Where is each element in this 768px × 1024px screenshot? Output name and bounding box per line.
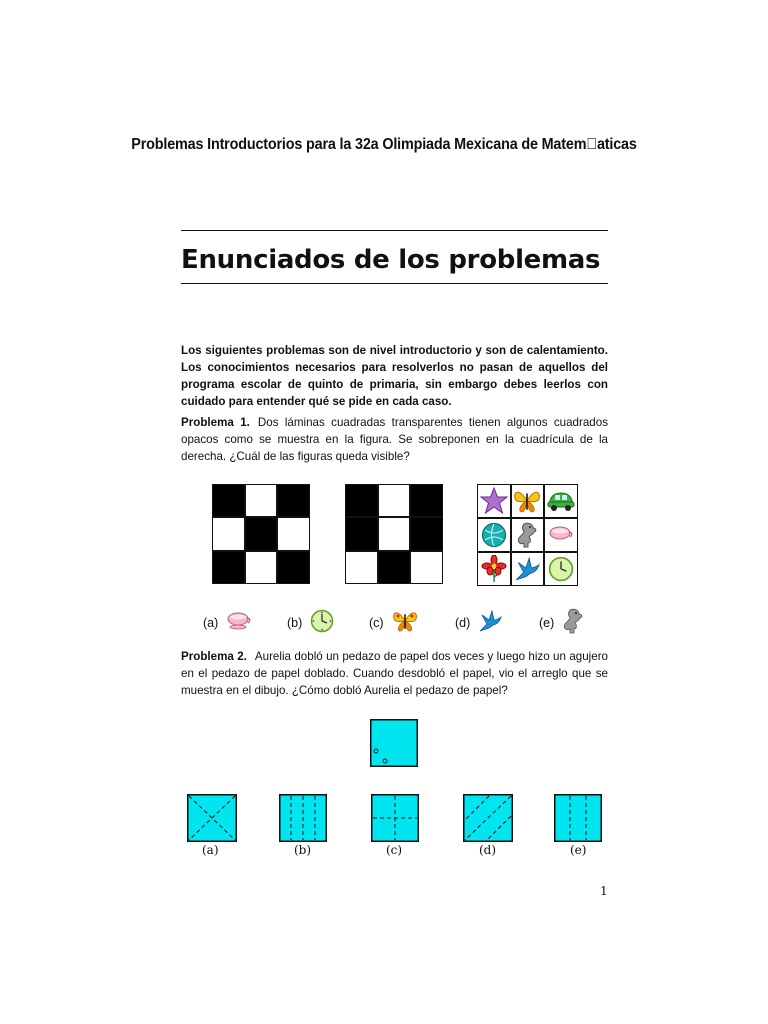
problem-2-text: Aurelia dobló un pedazo de papel dos veces y luego hizo un agujero en el pedazo de papel doblado. Cuando desdobló el papel, vio el arreglo que se muestra en el dibujo. ¿Cómo dobló Aurelia el pedazo de papel? (181, 650, 608, 697)
choice-b[interactable] (287, 605, 334, 641)
dog-icon (515, 521, 539, 549)
fold-option-a[interactable] (187, 794, 237, 847)
transparent-cell (245, 484, 278, 517)
section-title: Enunciados de los problemas (181, 245, 601, 275)
dog-icon (562, 607, 584, 640)
choice-a-label: (a) (203, 616, 219, 630)
choice-c-label: (c) (369, 616, 384, 630)
ball-icon (481, 522, 507, 548)
transparent-cell (277, 517, 310, 550)
bird-icon (478, 609, 502, 638)
picture-cell (544, 484, 578, 518)
opaque-cell (410, 517, 443, 550)
section-rule-top (181, 230, 608, 231)
fold-label-e: (e) (570, 843, 587, 857)
opaque-cell (212, 551, 245, 584)
fold-option-b[interactable] (279, 794, 327, 847)
opaque-cell (345, 517, 378, 550)
opaque-cell (245, 517, 278, 550)
choice-c[interactable] (369, 605, 418, 641)
cup-icon (226, 610, 252, 637)
opaque-cell (410, 484, 443, 517)
picture-cell (477, 484, 511, 518)
opaque-cell (212, 484, 245, 517)
problem-1 (181, 414, 608, 465)
flower-icon (481, 555, 507, 583)
picture-cell (544, 552, 578, 586)
fold-option-e[interactable] (554, 794, 602, 847)
opaque-cell (277, 484, 310, 517)
picture-grid (477, 484, 578, 586)
intro-paragraph: Los siguientes problemas son de nivel introductorio y son de calentamiento. Los conocimientos necesarios para resolverlos no pasan de aquellos del programa escolar de quinto de primaria, sin embargo debes leerlos con cuidado para entender qué se pide en cada caso. (181, 344, 608, 408)
problem-2 (181, 648, 608, 699)
bird-icon (514, 556, 540, 582)
problem-1-label: Problema 1. (181, 416, 250, 429)
picture-cell (477, 552, 511, 586)
fold-label-d: (d) (479, 843, 497, 857)
transparent-cell (345, 551, 378, 584)
section-rule-bottom (181, 283, 608, 284)
fold-label-c: (c) (386, 843, 403, 857)
choice-d[interactable] (455, 605, 502, 641)
star-icon (480, 487, 508, 515)
choice-d-label: (d) (455, 616, 471, 630)
unfolded-paper (370, 719, 418, 772)
problem-2-label: Problema 2. (181, 650, 247, 663)
fold-label-b: (b) (294, 843, 312, 857)
choice-a[interactable] (203, 605, 252, 641)
opaque-cell (378, 551, 411, 584)
picture-cell (544, 518, 578, 552)
opaque-cell (345, 484, 378, 517)
butterfly-icon (513, 488, 541, 514)
fold-option-d[interactable] (463, 794, 513, 847)
clock-icon (310, 609, 334, 638)
problem-1-text: Dos láminas cuadradas transparentes tienen algunos cuadrados opacos como se muestra en la figura. Se sobreponen en la cuadrícula de la derecha. ¿Cuál de las figuras queda visible? (181, 416, 608, 463)
transparent-cell (378, 517, 411, 550)
picture-cell (477, 518, 511, 552)
transparent-cell (245, 551, 278, 584)
butterfly-icon (392, 609, 418, 638)
transparent-sheet-1 (212, 484, 310, 584)
picture-cell (511, 484, 545, 518)
car-icon (546, 490, 576, 512)
choice-e[interactable] (539, 605, 584, 641)
fold-option-c[interactable] (371, 794, 419, 847)
transparent-cell (212, 517, 245, 550)
choice-e-label: (e) (539, 616, 555, 630)
transparent-cell (378, 484, 411, 517)
picture-cell (511, 552, 545, 586)
picture-cell (511, 518, 545, 552)
choice-b-label: (b) (287, 616, 303, 630)
page-number: 1 (600, 884, 608, 898)
transparent-cell (410, 551, 443, 584)
transparent-sheet-2 (345, 484, 443, 584)
opaque-cell (277, 551, 310, 584)
page-header: Problemas Introductorios para la 32a Olimpiada Mexicana de Matem aticas (131, 136, 637, 153)
cup-icon (547, 524, 575, 546)
fold-label-a: (a) (202, 843, 219, 857)
clock-icon (548, 556, 574, 582)
